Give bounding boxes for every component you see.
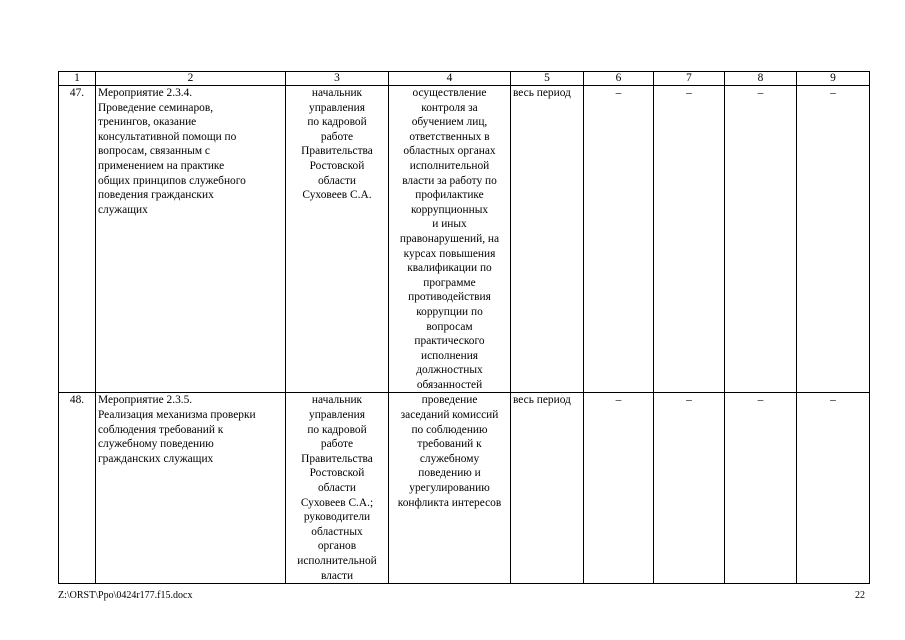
cell-text-line: заседаний комиссий xyxy=(400,409,499,422)
table-row xyxy=(59,86,870,393)
col-header-4: 4 xyxy=(389,72,511,86)
cell-text-line: работе xyxy=(320,130,354,143)
cell-text-line: ответственных в xyxy=(409,130,490,143)
cell-text-line: обучением лиц, xyxy=(411,116,488,129)
cell-text-line: вопросам xyxy=(426,320,473,333)
col-header-5: 5 xyxy=(511,72,584,86)
result-cell xyxy=(389,393,511,584)
col-header-9: 9 xyxy=(797,72,870,86)
cell-text-line: противодействия xyxy=(408,291,491,304)
result-cell xyxy=(389,86,511,393)
cell-text-line: Ростовской xyxy=(309,467,365,480)
cell-text-line: Мероприятие 2.3.4. xyxy=(98,87,193,99)
cell-text-line: коррупции по xyxy=(416,305,483,318)
table-row xyxy=(59,393,870,584)
measures-table xyxy=(58,71,870,584)
period-cell: весь период xyxy=(511,393,584,584)
cell-text-line: соблюдения требований к xyxy=(98,423,224,436)
value-cell-6: – xyxy=(584,86,654,393)
value-cell-9: – xyxy=(797,86,870,393)
value-cell-8: – xyxy=(725,86,797,393)
cell-text-line: управления xyxy=(309,409,365,422)
cell-text-line: практического xyxy=(414,335,485,348)
cell-text-line: поведения гражданских xyxy=(98,189,214,202)
cell-text-line: программе xyxy=(423,276,476,289)
cell-text-line: Правительства xyxy=(301,452,373,465)
col-header-1: 1 xyxy=(59,72,96,86)
value-cell-8: – xyxy=(725,393,797,584)
cell-text-line: власти xyxy=(320,569,354,582)
value-cell-7: – xyxy=(654,86,725,393)
cell-text-line: областных органах xyxy=(403,145,496,158)
cell-text-line: и иных xyxy=(432,218,467,231)
cell-text-line: по кадровой xyxy=(307,116,367,129)
row-number: 48. xyxy=(59,393,96,584)
cell-text-line: работе xyxy=(320,438,354,451)
cell-text-line: курсах повышения xyxy=(403,247,496,260)
cell-text-line: конфликта интересов xyxy=(397,496,502,509)
cell-text-line: общих принципов служебного xyxy=(98,174,246,187)
responsible-cell xyxy=(286,86,389,393)
cell-text-line: правонарушений, на xyxy=(399,232,500,245)
event-cell xyxy=(96,393,286,584)
cell-text-line: управления xyxy=(309,101,365,114)
cell-text-line: служебному xyxy=(419,452,480,465)
cell-text-line: начальник xyxy=(311,394,363,407)
cell-text-line: коррупционных xyxy=(410,203,489,216)
cell-text-line: поведению и xyxy=(418,467,481,480)
event-cell xyxy=(96,86,286,393)
cell-text-line: обязанностей xyxy=(416,378,483,391)
cell-text-line: исполнительной xyxy=(409,159,490,172)
file-path: Z:\ORST\Ppo\0424r177.f15.docx xyxy=(58,590,193,601)
cell-text-line: должностных xyxy=(416,364,483,377)
cell-text-line: по кадровой xyxy=(307,423,367,436)
cell-text-line: Мероприятие 2.3.5. xyxy=(98,394,193,407)
cell-text-line: проведение xyxy=(421,394,478,407)
cell-text-line: Суховеев С.А. xyxy=(302,189,372,202)
cell-text-line: исполнительной xyxy=(297,555,377,567)
cell-text-line: профилактике xyxy=(415,189,484,202)
col-header-6: 6 xyxy=(584,72,654,86)
cell-text-line: вопросам, связанным с xyxy=(98,145,210,158)
cell-text-line: урегулированию xyxy=(409,482,490,495)
cell-text-line: осуществление xyxy=(412,87,487,99)
page-number: 22 xyxy=(855,590,865,601)
col-header-2: 2 xyxy=(96,72,286,86)
cell-text-line: консультативной помощи по xyxy=(98,130,237,143)
period-cell: весь период xyxy=(511,86,584,393)
cell-text-line: Ростовской xyxy=(309,159,365,172)
cell-text-line: органов xyxy=(317,540,357,553)
cell-text-line: тренингов, оказание xyxy=(98,116,197,129)
cell-text-line: квалификации по xyxy=(407,262,492,275)
col-header-7: 7 xyxy=(654,72,725,86)
cell-text-line: Правительства xyxy=(301,145,373,158)
cell-text-line: руководители xyxy=(303,511,371,524)
header-row xyxy=(59,72,870,86)
col-header-8: 8 xyxy=(725,72,797,86)
cell-text-line: Суховеев С.А.; xyxy=(300,496,374,509)
cell-text-line: области xyxy=(317,174,357,187)
value-cell-6: – xyxy=(584,393,654,584)
cell-text-line: областных xyxy=(311,525,363,538)
cell-text-line: Реализация механизма проверки xyxy=(98,409,256,422)
value-cell-9: – xyxy=(797,393,870,584)
cell-text-line: власти за работу по xyxy=(402,174,497,187)
row-number: 47. xyxy=(59,86,96,393)
cell-text-line: контроля за xyxy=(421,101,478,114)
responsible-cell xyxy=(286,393,389,584)
cell-text-line: начальник xyxy=(311,87,363,99)
col-header-3: 3 xyxy=(286,72,389,86)
cell-text-line: служебному поведению xyxy=(98,438,214,451)
cell-text-line: области xyxy=(317,482,357,495)
cell-text-line: исполнения xyxy=(420,349,479,362)
cell-text-line: требований к xyxy=(417,438,482,451)
cell-text-line: применением на практике xyxy=(98,159,225,172)
cell-text-line: Проведение семинаров, xyxy=(98,101,214,114)
cell-text-line: служащих xyxy=(98,203,148,216)
cell-text-line: по соблюдению xyxy=(411,423,488,436)
value-cell-7: – xyxy=(654,393,725,584)
cell-text-line: гражданских служащих xyxy=(98,452,214,465)
